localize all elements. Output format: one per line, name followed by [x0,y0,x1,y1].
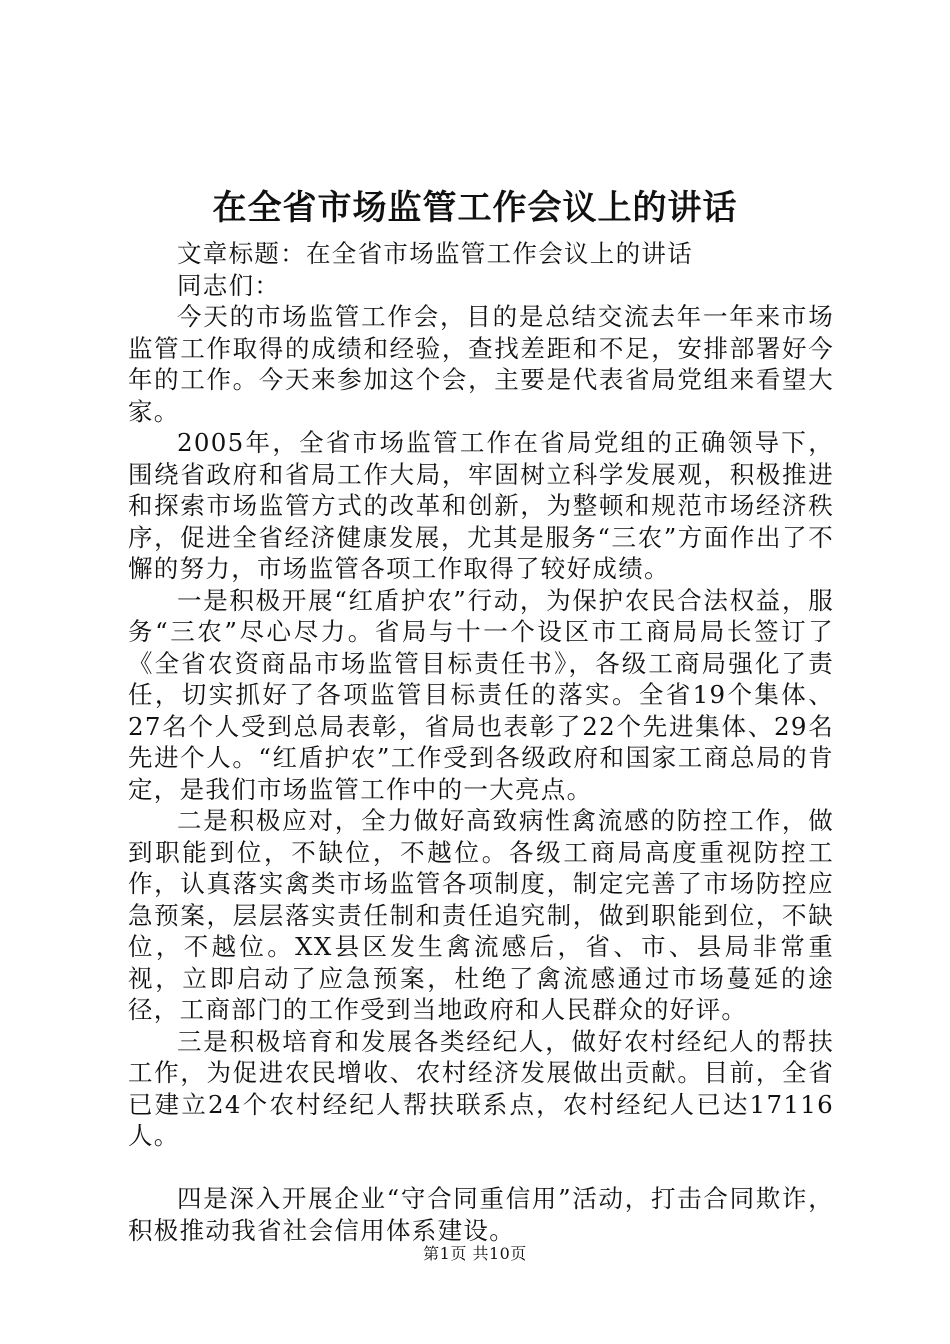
paragraph-intro: 今天的市场监管工作会，目的是总结交流去年一年来市场监管工作取得的成绩和经验，查找差距和不足，安排部署好今年的工作。今天来参加这个会，主要是代表省局党组来看望大家。 [128,302,834,426]
salutation: 同志们： [177,270,281,300]
paragraph-point-two: 二是积极应对，全力做好高致病性禽流感的防控工作，做到职能到位，不缺位，不越位。各级工商局高度重视防控工作，认真落实禽类市场监管各项制度，制定完善了市场防控应急预案，层层落实责任制和责任追究制，做到职能到位，不缺位，不越位。XX县区发生禽流感后，省、市、县局非常重视，立即启动了应急预案，杜绝了禽流感通过市场蔓延的途径，工商部门的工作受到当地政府和人民群众的好评。 [128,806,834,1024]
paragraph-2005: 2005年，全省市场监管工作在省局党组的正确领导下，围绕省政府和省局工作大局，牢固树立科学发展观，积极推进和探索市场监管方式的改革和创新，为整顿和规范市场经济秩序，促进全省经济健康发展，尤其是服务“三农”方面作出了不懈的努力，市场监管各项工作取得了较好成绩。 [128,428,834,583]
document-title: 在全省市场监管工作会议上的讲话 [212,188,738,228]
document-body [128,238,834,1246]
paragraph-point-three: 三是积极培育和发展各类经纪人，做好农村经纪人的帮扶工作，为促进农民增收、农村经济发展做出贡献。目前，全省已建立24个农村经纪人帮扶联系点，农村经纪人已达17116人。 [128,1026,834,1150]
paragraph-point-four: 四是深入开展企业“守合同重信用”活动，打击合同欺诈，积极推动我省社会信用体系建设。 [128,1184,834,1245]
article-title-line: 文章标题：在全省市场监管工作会议上的讲话 [177,239,693,268]
paragraph-point-one: 一是积极开展“红盾护农”行动，为保护农民合法权益，服务“三农”尽心尽力。省局与十一个设区市工商局局长签订了《全省农资商品市场监管目标责任书》，各级工商局强化了责任，切实抓好了各项监管目标责任的落实。全省19个集体、27名个人受到总局表彰，省局也表彰了22个先进集体、29名先进个人。“红盾护农”工作受到各级政府和国家工商总局的肯定，是我们市场监管工作中的一大亮点。 [128,585,834,804]
page-number-footer: 第1页 共10页 [423,1244,527,1263]
